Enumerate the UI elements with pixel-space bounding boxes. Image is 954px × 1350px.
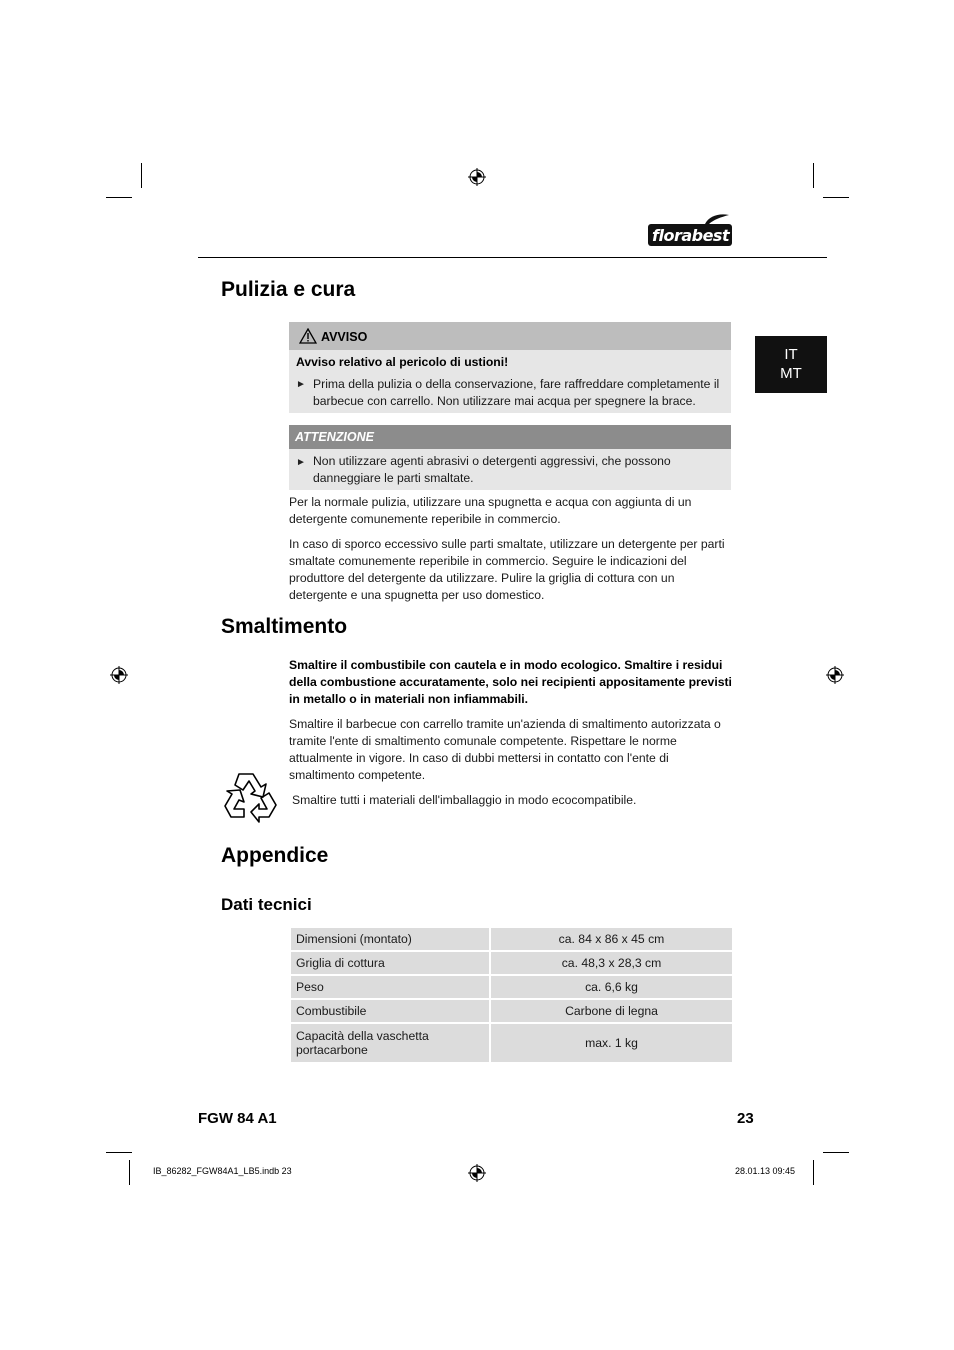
registration-mark-icon	[468, 168, 486, 186]
bullet-arrow-icon: ►	[296, 457, 306, 468]
model-number: FGW 84 A1	[198, 1110, 277, 1127]
spec-label: Peso	[291, 976, 489, 998]
warning-box-body	[289, 350, 731, 413]
section-subtitle-specs: Dati tecnici	[221, 895, 312, 914]
caution-box-body	[289, 449, 731, 490]
recycling-icon	[221, 770, 279, 824]
crop-mark	[106, 197, 132, 198]
language-code: MT	[780, 365, 802, 382]
registration-mark-icon	[468, 1164, 486, 1182]
crop-mark	[813, 163, 814, 188]
table-row	[291, 952, 732, 974]
caution-text: Non utilizzare agenti abrasivi o detergenti aggressivi, che possono danneggiare le parti smaltate.	[313, 454, 671, 485]
section-title-disposal: Smaltimento	[221, 615, 348, 638]
warning-box-header	[289, 322, 731, 350]
paragraph: Smaltire il barbecue con carrello tramite un'azienda di smaltimento autorizzata o tramite l'ente di smaltimento comunale competente. Rispettare le norme attualmente in vigore. In caso di dubbi mettersi in contatto con l'ente di smaltimento competente.	[289, 717, 721, 782]
table-row	[291, 1000, 732, 1022]
crop-mark	[813, 1160, 814, 1185]
spec-value: ca. 48,3 x 28,3 cm	[489, 952, 732, 974]
file-slug: IB_86282_FGW84A1_LB5.indb 23	[153, 1166, 292, 1176]
crop-mark	[141, 163, 142, 188]
crop-mark	[106, 1152, 132, 1153]
disposal-bold-paragraph: Smaltire il combustibile con cautela e in modo ecologico. Smaltire i residui della combustione accuratamente, solo nei recipienti appositamente previsti in metallo o in materiali non infiammabili.	[289, 658, 732, 706]
table-row	[291, 928, 732, 950]
crop-mark	[823, 1152, 849, 1153]
spec-value: ca. 84 x 86 x 45 cm	[489, 928, 732, 950]
header-rule	[198, 257, 827, 258]
paragraph: In caso di sporco eccessivo sulle parti smaltate, utilizzare un detergente per parti smaltate comunemente reperibile in commercio. Seguire le indicazioni del produttore del detergente da utilizzare. Pulire la griglia di cottura con un detergente e una spugnetta per uso domestico.	[289, 537, 725, 602]
caution-box-header	[289, 425, 731, 449]
spec-value: Carbone di legna	[489, 1000, 732, 1022]
warning-label: AVVISO	[321, 330, 368, 344]
warning-text: Prima della pulizia o della conservazione, fare raffreddare completamente il barbecue con carrello. Non utilizzare mai acqua per spegnere la brace.	[313, 377, 720, 408]
registration-mark-icon	[110, 666, 128, 684]
spec-value: ca. 6,6 kg	[489, 976, 732, 998]
brand-name: florabest	[652, 226, 730, 245]
page-number: 23	[737, 1110, 754, 1127]
crop-mark	[129, 1160, 130, 1185]
spec-label: Capacità della vaschetta portacarbone	[291, 1024, 489, 1062]
warning-subtitle: Avviso relativo al pericolo di ustioni!	[296, 355, 509, 369]
language-tab	[755, 336, 827, 393]
spec-label: Griglia di cottura	[291, 952, 489, 974]
spec-value: max. 1 kg	[489, 1024, 732, 1062]
brand-logo	[647, 213, 733, 247]
paragraph: Per la normale pulizia, utilizzare una spugnetta e acqua con aggiunta di un detergente comunemente reperibile in commercio.	[289, 495, 692, 526]
bullet-arrow-icon: ►	[296, 379, 306, 390]
registration-mark-icon	[826, 666, 844, 684]
language-code: IT	[784, 346, 798, 363]
table-row	[291, 1024, 732, 1062]
warning-icon	[299, 328, 317, 344]
section-title-cleaning: Pulizia e cura	[221, 278, 356, 301]
crop-mark	[823, 197, 849, 198]
section-title-appendix: Appendice	[221, 844, 329, 867]
paragraph: Smaltire tutti i materiali dell'imballaggio in modo ecocompatibile.	[292, 793, 637, 807]
specs-table	[291, 926, 732, 1064]
spec-label: Combustibile	[291, 1000, 489, 1022]
date-slug: 28.01.13 09:45	[735, 1166, 796, 1176]
spec-label: Dimensioni (montato)	[291, 928, 489, 950]
caution-label: ATTENZIONE	[295, 430, 374, 444]
table-row	[291, 976, 732, 998]
